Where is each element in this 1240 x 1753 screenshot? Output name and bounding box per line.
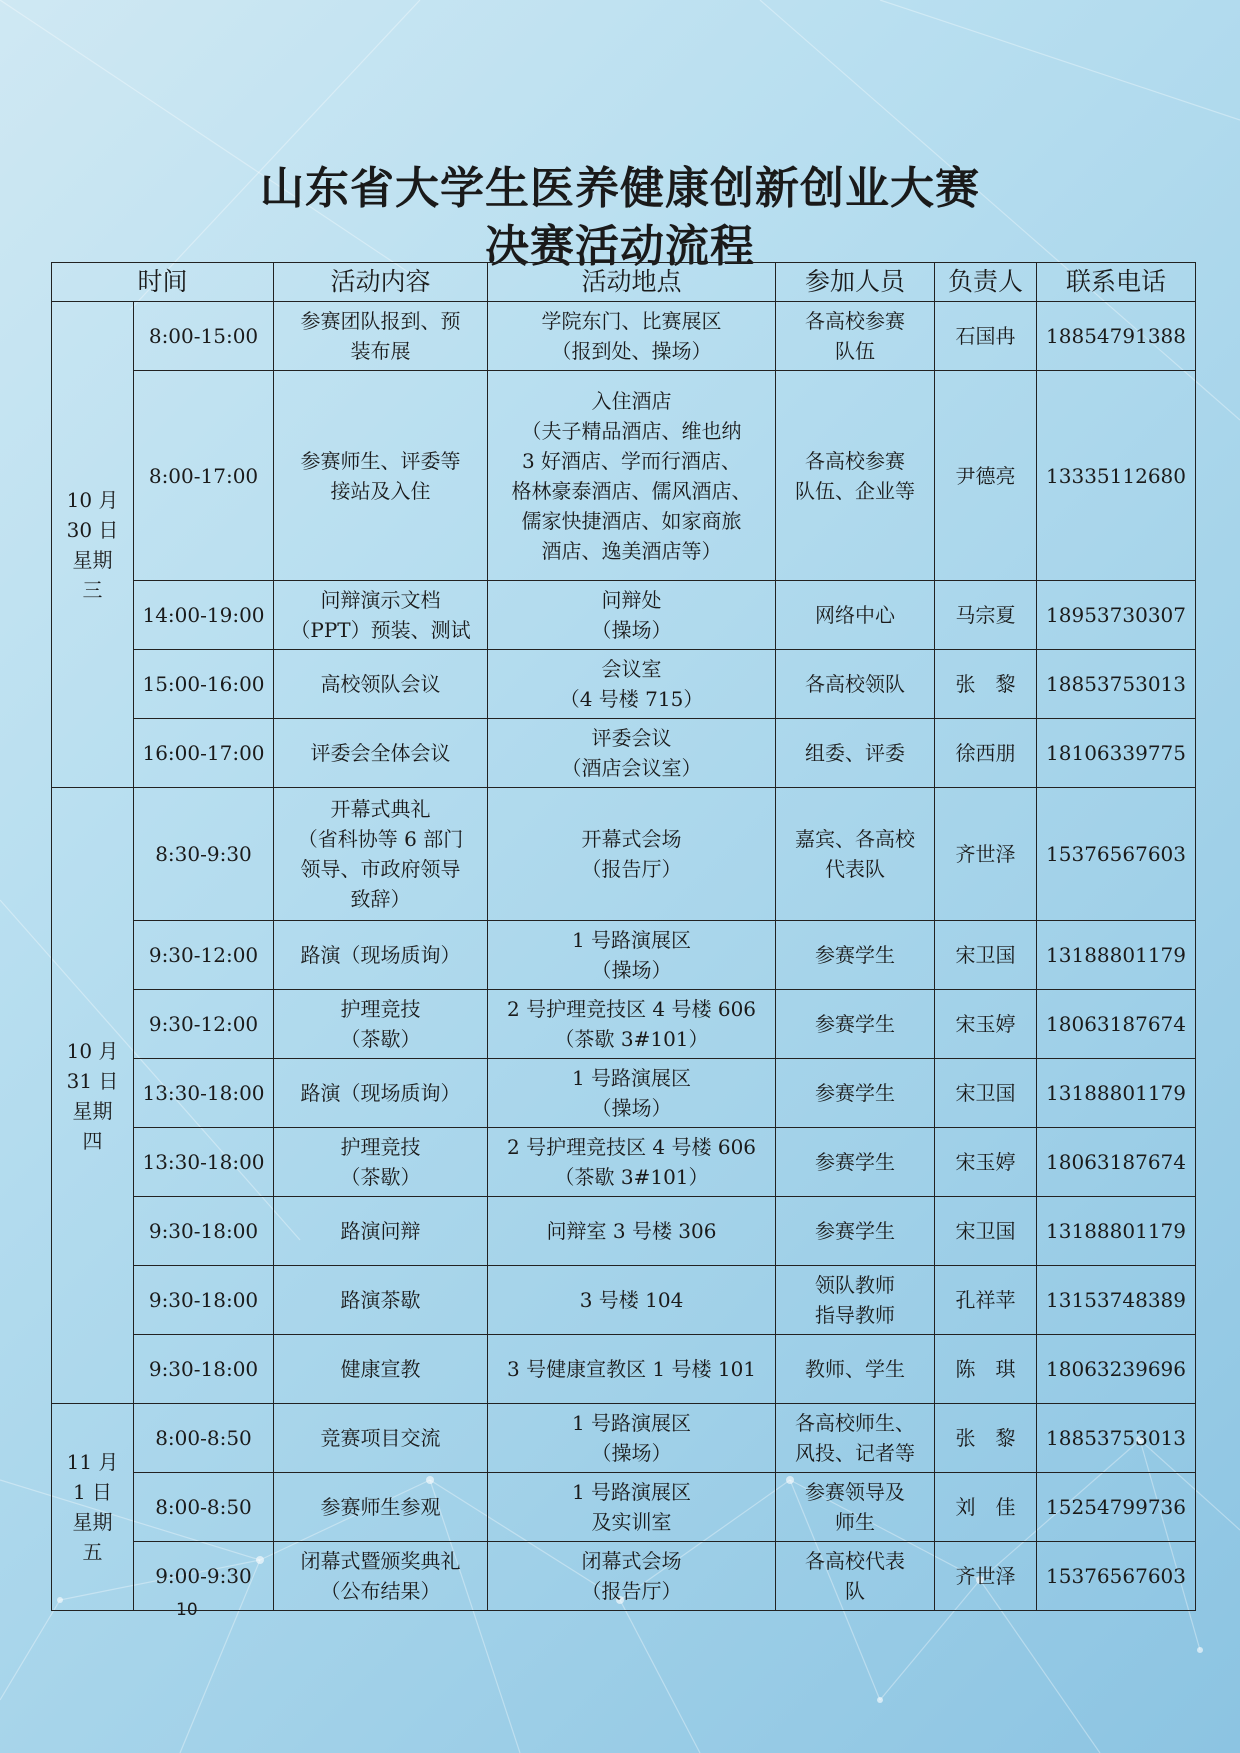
phone-cell: 15376567603 <box>1037 788 1196 921</box>
table-row <box>52 990 1196 1059</box>
owner-cell: 刘 佳 <box>935 1473 1037 1542</box>
phone-cell: 18106339775 <box>1037 719 1196 788</box>
phone-cell: 18063187674 <box>1037 1128 1196 1197</box>
table-row <box>52 302 1196 371</box>
content-cell: 参赛师生、评委等 接站及入住 <box>274 371 488 581</box>
time-cell: 9:00-9:30 <box>134 1542 274 1611</box>
owner-cell: 张 黎 <box>935 650 1037 719</box>
owner-cell: 马宗夏 <box>935 581 1037 650</box>
owner-cell: 宋卫国 <box>935 1059 1037 1128</box>
people-cell: 教师、学生 <box>776 1335 935 1404</box>
table-row <box>52 371 1196 581</box>
people-cell: 各高校领队 <box>776 650 935 719</box>
header-owner: 负责人 <box>935 263 1037 302</box>
content-cell: 开幕式典礼 （省科协等 6 部门 领导、市政府领导 致辞） <box>274 788 488 921</box>
place-cell: 3 号健康宣教区 1 号楼 101 <box>488 1335 776 1404</box>
phone-cell: 18854791388 <box>1037 302 1196 371</box>
people-cell: 参赛学生 <box>776 1128 935 1197</box>
place-cell: 1 号路演展区 （操场） <box>488 1404 776 1473</box>
content-cell: 闭幕式暨颁奖典礼 （公布结果） <box>274 1542 488 1611</box>
people-cell: 各高校参赛 队伍、企业等 <box>776 371 935 581</box>
place-cell: 问辩室 3 号楼 306 <box>488 1197 776 1266</box>
phone-cell: 13335112680 <box>1037 371 1196 581</box>
content-cell: 高校领队会议 <box>274 650 488 719</box>
place-cell: 2 号护理竞技区 4 号楼 606 （茶歇 3#101） <box>488 990 776 1059</box>
place-cell: 评委会议 （酒店会议室） <box>488 719 776 788</box>
phone-cell: 15254799736 <box>1037 1473 1196 1542</box>
people-cell: 各高校代表 队 <box>776 1542 935 1611</box>
phone-cell: 18063187674 <box>1037 990 1196 1059</box>
time-cell: 9:30-18:00 <box>134 1335 274 1404</box>
time-cell: 9:30-12:00 <box>134 990 274 1059</box>
header-people: 参加人员 <box>776 263 935 302</box>
table-row <box>52 1335 1196 1404</box>
table-row <box>52 921 1196 990</box>
content-cell: 竞赛项目交流 <box>274 1404 488 1473</box>
time-cell: 15:00-16:00 <box>134 650 274 719</box>
people-cell: 嘉宾、各高校 代表队 <box>776 788 935 921</box>
time-cell: 9:30-12:00 <box>134 921 274 990</box>
time-cell: 13:30-18:00 <box>134 1128 274 1197</box>
header-phone: 联系电话 <box>1037 263 1196 302</box>
owner-cell: 宋玉婷 <box>935 1128 1037 1197</box>
page-number: 10 <box>176 1600 198 1620</box>
people-cell: 参赛学生 <box>776 1059 935 1128</box>
time-cell: 8:00-17:00 <box>134 371 274 581</box>
people-cell: 各高校师生、 风投、记者等 <box>776 1404 935 1473</box>
table-row <box>52 1473 1196 1542</box>
content-cell: 问辩演示文档 （PPT）预装、测试 <box>274 581 488 650</box>
time-cell: 9:30-18:00 <box>134 1266 274 1335</box>
owner-cell: 宋玉婷 <box>935 990 1037 1059</box>
place-cell: 1 号路演展区 （操场） <box>488 921 776 990</box>
place-cell: 3 号楼 104 <box>488 1266 776 1335</box>
table-row <box>52 788 1196 921</box>
table-row <box>52 650 1196 719</box>
people-cell: 参赛学生 <box>776 990 935 1059</box>
phone-cell: 18063239696 <box>1037 1335 1196 1404</box>
place-cell: 学院东门、比赛展区 （报到处、操场） <box>488 302 776 371</box>
people-cell: 参赛学生 <box>776 921 935 990</box>
content-cell: 评委会全体会议 <box>274 719 488 788</box>
owner-cell: 陈 琪 <box>935 1335 1037 1404</box>
time-cell: 13:30-18:00 <box>134 1059 274 1128</box>
date-cell: 11 月 1 日 星期 五 <box>52 1404 134 1611</box>
people-cell: 领队教师 指导教师 <box>776 1266 935 1335</box>
content-cell: 护理竞技 （茶歇） <box>274 1128 488 1197</box>
content-cell: 路演茶歇 <box>274 1266 488 1335</box>
header-time: 时间 <box>52 263 274 302</box>
place-cell: 闭幕式会场 （报告厅） <box>488 1542 776 1611</box>
phone-cell: 13188801179 <box>1037 921 1196 990</box>
phone-cell: 13153748389 <box>1037 1266 1196 1335</box>
document-subtitle: 决赛活动流程 <box>485 221 755 272</box>
header-content: 活动内容 <box>274 263 488 302</box>
time-cell: 8:00-15:00 <box>134 302 274 371</box>
content-cell: 路演问辩 <box>274 1197 488 1266</box>
table-row <box>52 581 1196 650</box>
phone-cell: 18853753013 <box>1037 1404 1196 1473</box>
place-cell: 入住酒店 （夫子精品酒店、维也纳 3 好酒店、学而行酒店、 格林豪泰酒店、儒风酒店、 儒家快捷酒店、如家商旅 酒店、逸美酒店等） <box>488 371 776 581</box>
table-row <box>52 1197 1196 1266</box>
content-cell: 参赛团队报到、预 装布展 <box>274 302 488 371</box>
people-cell: 参赛领导及 师生 <box>776 1473 935 1542</box>
owner-cell: 石国冉 <box>935 302 1037 371</box>
table-row <box>52 1128 1196 1197</box>
content-cell: 护理竞技 （茶歇） <box>274 990 488 1059</box>
table-row <box>52 1266 1196 1335</box>
time-cell: 16:00-17:00 <box>134 719 274 788</box>
time-cell: 14:00-19:00 <box>134 581 274 650</box>
phone-cell: 13188801179 <box>1037 1059 1196 1128</box>
content-cell: 路演（现场质询） <box>274 921 488 990</box>
people-cell: 各高校参赛 队伍 <box>776 302 935 371</box>
phone-cell: 18953730307 <box>1037 581 1196 650</box>
table-row <box>52 719 1196 788</box>
content-cell: 参赛师生参观 <box>274 1473 488 1542</box>
table-row <box>52 1059 1196 1128</box>
phone-cell: 13188801179 <box>1037 1197 1196 1266</box>
document-title: 山东省大学生医养健康创新创业大赛 <box>260 163 980 214</box>
time-cell: 8:30-9:30 <box>134 788 274 921</box>
table-row <box>52 1404 1196 1473</box>
people-cell: 网络中心 <box>776 581 935 650</box>
place-cell: 1 号路演展区 及实训室 <box>488 1473 776 1542</box>
place-cell: 开幕式会场 （报告厅） <box>488 788 776 921</box>
phone-cell: 15376567603 <box>1037 1542 1196 1611</box>
owner-cell: 齐世泽 <box>935 788 1037 921</box>
owner-cell: 孔祥苹 <box>935 1266 1037 1335</box>
owner-cell: 张 黎 <box>935 1404 1037 1473</box>
content-cell: 路演（现场质询） <box>274 1059 488 1128</box>
owner-cell: 尹德亮 <box>935 371 1037 581</box>
phone-cell: 18853753013 <box>1037 650 1196 719</box>
time-cell: 8:00-8:50 <box>134 1404 274 1473</box>
place-cell: 问辩处 （操场） <box>488 581 776 650</box>
owner-cell: 齐世泽 <box>935 1542 1037 1611</box>
table-row <box>52 1542 1196 1611</box>
time-cell: 9:30-18:00 <box>134 1197 274 1266</box>
time-cell: 8:00-8:50 <box>134 1473 274 1542</box>
people-cell: 参赛学生 <box>776 1197 935 1266</box>
header-place: 活动地点 <box>488 263 776 302</box>
owner-cell: 宋卫国 <box>935 921 1037 990</box>
place-cell: 会议室 （4 号楼 715） <box>488 650 776 719</box>
place-cell: 2 号护理竞技区 4 号楼 606 （茶歇 3#101） <box>488 1128 776 1197</box>
owner-cell: 徐西朋 <box>935 719 1037 788</box>
place-cell: 1 号路演展区 （操场） <box>488 1059 776 1128</box>
owner-cell: 宋卫国 <box>935 1197 1037 1266</box>
content-cell: 健康宣教 <box>274 1335 488 1404</box>
schedule-table <box>51 262 1196 1611</box>
date-cell: 10 月 30 日 星期 三 <box>52 302 134 788</box>
people-cell: 组委、评委 <box>776 719 935 788</box>
table-header-row <box>52 263 1196 302</box>
date-cell: 10 月 31 日 星期 四 <box>52 788 134 1404</box>
